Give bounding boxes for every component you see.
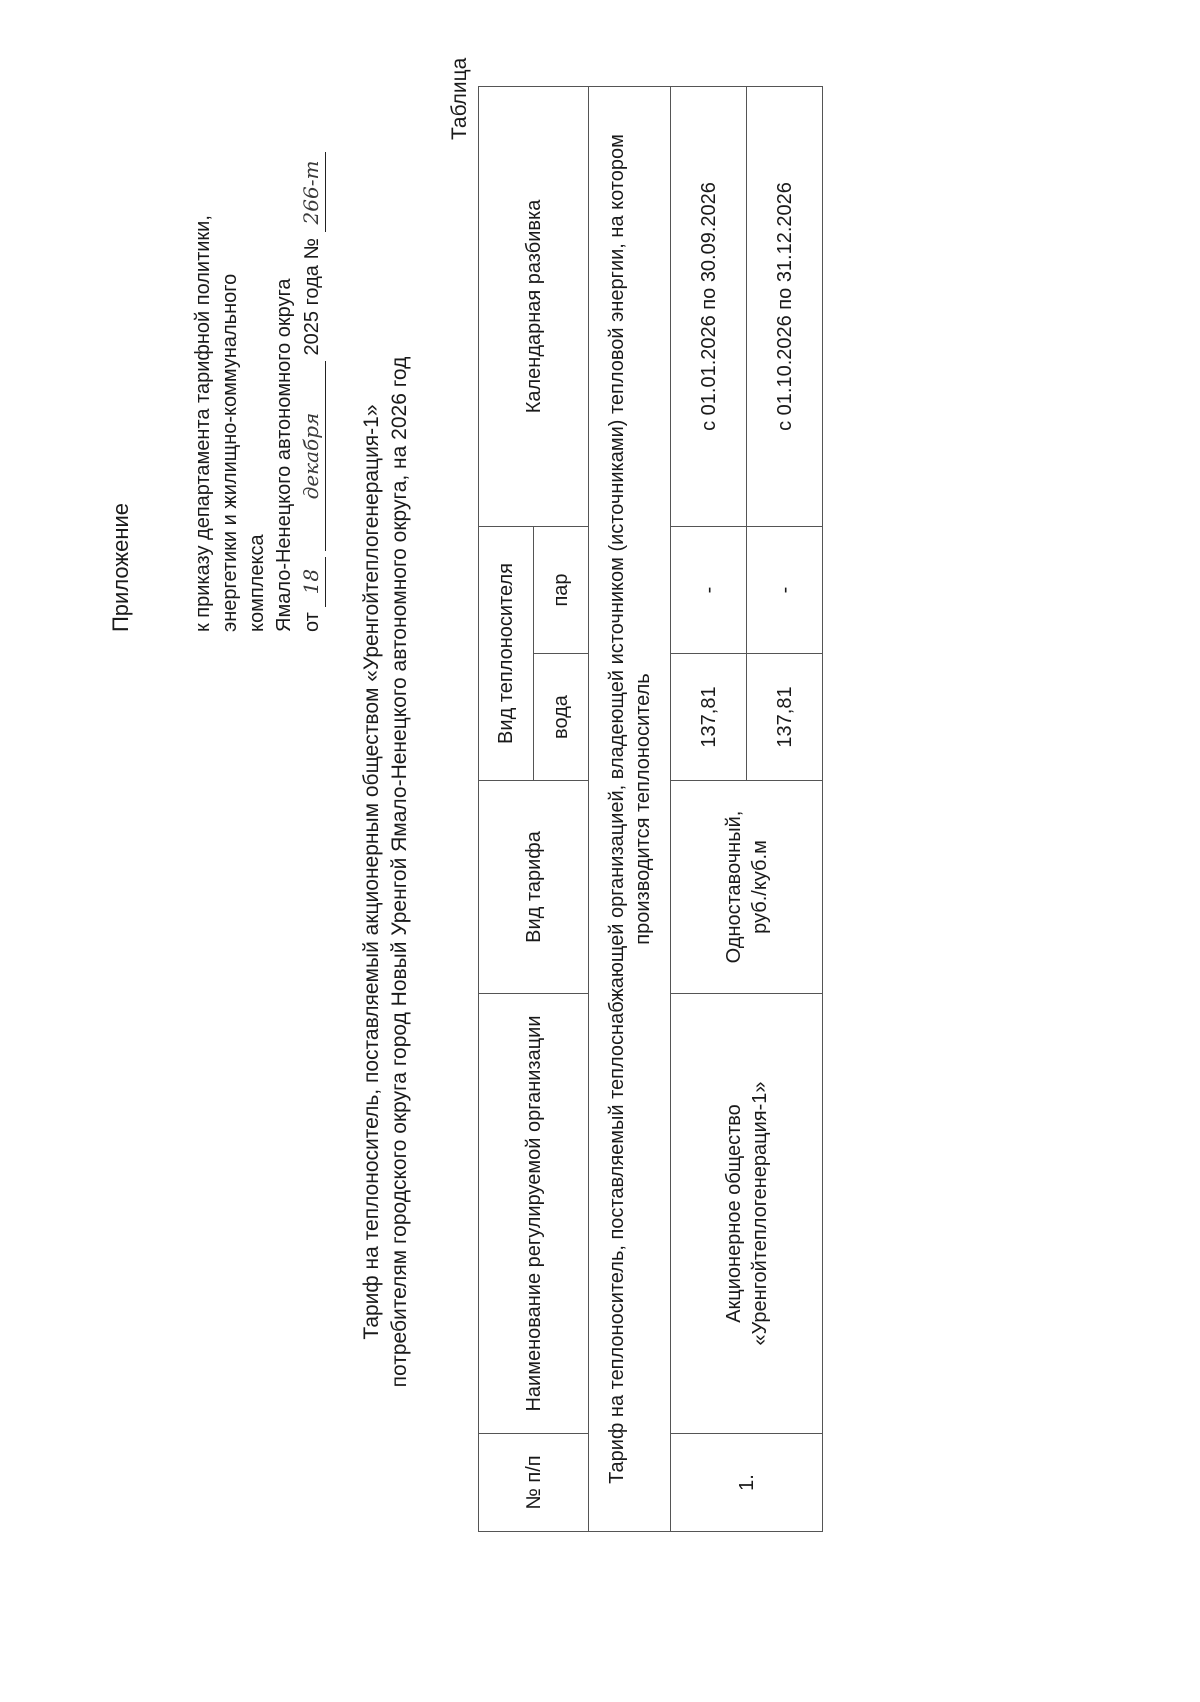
order-date-line bbox=[298, 72, 326, 632]
header-tariff-type: Вид тарифа bbox=[479, 781, 589, 994]
section-title: Тариф на теплоноситель, поставляемый теплоснабжающей организацией, владеющей источником (источниками) тепловой энергии, на котором производится теплоноситель bbox=[589, 86, 671, 1531]
header-period: Календарная разбивка bbox=[479, 86, 589, 526]
title-line-1: Тариф на теплоноситель, поставляемый акционерным обществом «Уренгойтеплогенерация-1» bbox=[360, 404, 383, 1340]
table-section-row bbox=[589, 86, 671, 1531]
water-value-cell: 137,81 bbox=[747, 654, 823, 781]
table-row bbox=[671, 86, 747, 1531]
tariff-type-cell: Одноставочный, руб./куб.м bbox=[671, 781, 823, 994]
title-line-2: потребителям городского округа город Новый Уренгой Ямало-Ненецкого автономного округа, на 2026 год bbox=[388, 356, 411, 1388]
header-carrier-type: Вид теплоносителя bbox=[479, 526, 534, 780]
order-number: 266-т bbox=[298, 153, 326, 233]
order-line: энергетики и жилищно-коммунального bbox=[219, 273, 241, 632]
order-line: к приказу департамента тарифной политики, bbox=[192, 215, 214, 632]
table-caption: Таблица bbox=[448, 57, 471, 140]
steam-value-cell: - bbox=[671, 526, 747, 653]
header-water: вода bbox=[534, 654, 589, 781]
date-month: декабря bbox=[298, 361, 326, 551]
table-header-row bbox=[479, 86, 534, 1531]
order-line: комплекса bbox=[246, 534, 268, 632]
tariff-table bbox=[478, 86, 823, 1532]
date-year: 2025 года № bbox=[301, 238, 323, 356]
date-day: 18 bbox=[298, 557, 326, 607]
header-num: № п/п bbox=[479, 1434, 589, 1532]
water-value-cell: 137,81 bbox=[671, 654, 747, 781]
steam-value-cell: - bbox=[747, 526, 823, 653]
appendix-label: Приложение bbox=[108, 502, 133, 632]
order-reference bbox=[190, 72, 326, 632]
document-title bbox=[358, 222, 414, 1522]
header-org-name: Наименование регулируемой организации bbox=[479, 994, 589, 1434]
org-name-cell: Акционерное общество «Уренгойтеплогенерация-1» bbox=[671, 994, 823, 1434]
date-prefix: от bbox=[301, 612, 323, 632]
row-number: 1. bbox=[671, 1434, 823, 1532]
header-steam: пар bbox=[534, 526, 589, 653]
period-cell: с 01.01.2026 по 30.09.2026 bbox=[671, 86, 747, 526]
order-line: Ямало-Ненецкого автономного округа bbox=[273, 278, 295, 632]
period-cell: с 01.10.2026 по 31.12.2026 bbox=[747, 86, 823, 526]
